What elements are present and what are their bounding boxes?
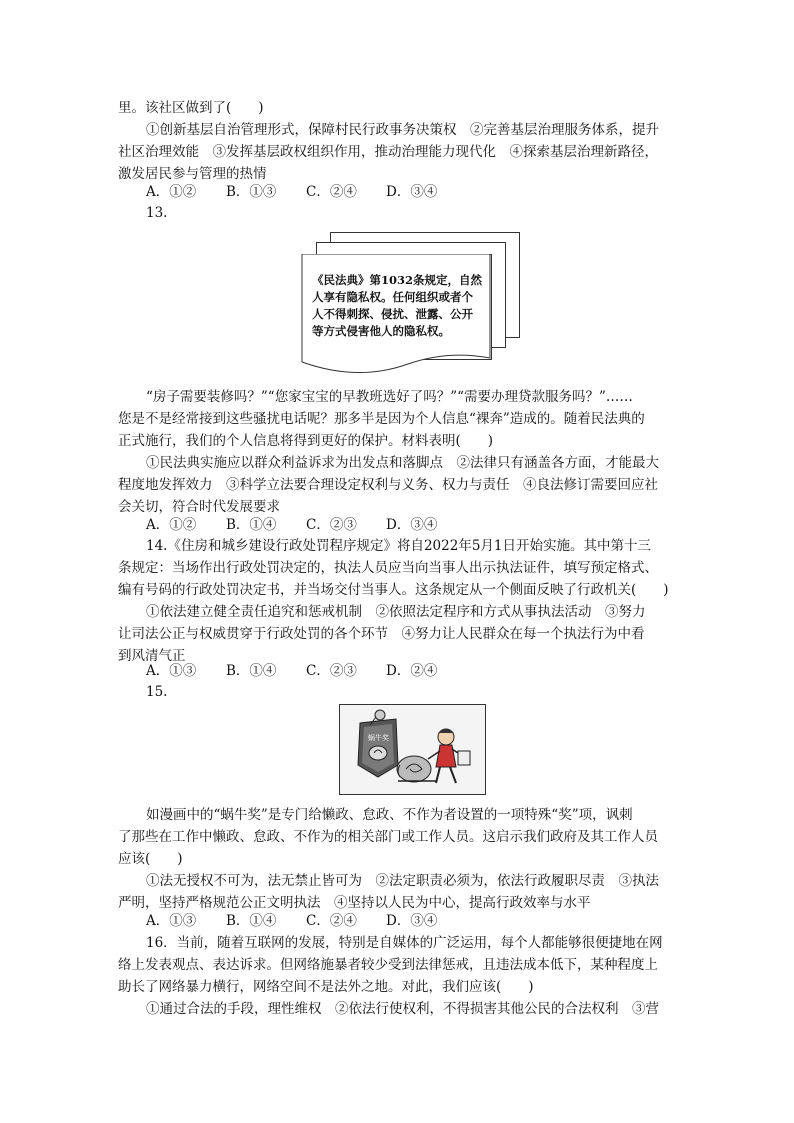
q13-stacked-paper-figure bbox=[298, 230, 522, 375]
q13-choice-b[interactable]: B．①④ bbox=[226, 517, 277, 533]
q13-legal-note bbox=[312, 272, 488, 340]
q16-stem-line2: 络上发表观点、表达诉求。但网络施暴者较少受到法律惩戒，且违法成本低下，某种程度上 bbox=[118, 957, 658, 973]
q12-choice-b[interactable]: B．①③ bbox=[226, 184, 277, 200]
q13-note-line: 人不得刺探、侵扰、泄露、公开 bbox=[312, 307, 473, 321]
q12-options-line2: 社区治理效能 ③发挥基层政权组织作用，推动治理能力现代化 ④探索基层治理新路径， bbox=[118, 144, 658, 160]
q16-stem-line1: 16．当前，随着互联网的发展，特别是自媒体的广泛运用，每个人都能够很便捷地在网 bbox=[146, 935, 663, 951]
q12-choice-a[interactable]: A．①② bbox=[146, 184, 197, 200]
q13-note-line: 《民法典》第1032条规定，自然 bbox=[312, 273, 483, 287]
q14-stem-line3: 编有号码的行政处罚决定书，并当场交付当事人。这条规定从一个侧面反映了行政机关( ) bbox=[118, 582, 669, 598]
q14-stem-line1: 14.《住房和城乡建设行政处罚程序规定》将自2022年5月1日开始实施。其中第十三 bbox=[146, 538, 652, 554]
q15-options-line2: 严明，坚持严格规范公正文明执法 ④坚持以人民为中心，提高行政效率与水平 bbox=[118, 895, 591, 911]
q12-choices bbox=[146, 181, 437, 203]
q13-stem-line2: 您是不是经常接到这些骚扰电话呢？那多半是因为个人信息“裸奔”造成的。随着民法典的 bbox=[118, 411, 645, 427]
q12-choice-c[interactable]: C．②④ bbox=[306, 184, 357, 200]
q15-snail-award-cartoon bbox=[339, 704, 486, 795]
q12-options-line3: 激发居民参与管理的热情 bbox=[118, 166, 267, 182]
q13-choice-c[interactable]: C．②③ bbox=[306, 517, 357, 533]
q16-stem-line3: 助长了网络暴力横行，网络空间不是法外之地。对此，我们应该( ) bbox=[118, 979, 534, 995]
q15-choice-a[interactable]: A．①③ bbox=[146, 913, 197, 929]
q14-choices bbox=[146, 660, 437, 682]
q14-choice-b[interactable]: B．①④ bbox=[226, 663, 277, 679]
q15-stem-line1: 如漫画中的“蜗牛奖”是专门给懒政、怠政、不作为者设置的一项特殊“奖”项，讽刺 bbox=[146, 807, 633, 823]
q13-choice-a[interactable]: A．①② bbox=[146, 517, 197, 533]
q14-choice-c[interactable]: C．②③ bbox=[306, 663, 357, 679]
q13-stem-line1: “房子需要装修吗？”“您家宝宝的早教班选好了吗？”“需要办理贷款服务吗？”…… bbox=[146, 389, 633, 405]
q15-number: 15. bbox=[146, 684, 168, 700]
q13-note-line: 等方式侵害他人的隐私权。 bbox=[312, 324, 450, 338]
q12-options-line1: ①创新基层自治管理形式，保障村民行政事务决策权 ②完善基层治理服务体系，提升 bbox=[146, 122, 659, 138]
q14-options-line3: 到风清气正 bbox=[118, 648, 186, 664]
snail-award-badge-text: 蜗牛奖 bbox=[368, 734, 389, 742]
q13-options-line1: ①民法典实施应以群众利益诉求为出发点和落脚点 ②法律只有涵盖各方面，才能最大 bbox=[146, 455, 659, 471]
q14-options-line2: 让司法公正与权威贯穿于行政处罚的各个环节 ④努力让人民群众在每一个执法行为中看 bbox=[118, 626, 645, 642]
q14-choice-a[interactable]: A．①③ bbox=[146, 663, 197, 679]
q15-options-line1: ①法无授权不可为，法无禁止皆可为 ②法定职责必须为，依法行政履职尽责 ③执法 bbox=[146, 873, 659, 889]
q16-options-line1: ①通过合法的手段，理性维权 ②依法行使权利，不得损害其他公民的合法权利 ③营 bbox=[146, 1001, 659, 1017]
q14-options-line1: ①依法建立健全责任追究和惩戒机制 ②依照法定程序和方式从事执法活动 ③努力 bbox=[146, 604, 646, 620]
q13-choices bbox=[146, 514, 437, 536]
q15-choice-d[interactable]: D．③④ bbox=[386, 913, 438, 929]
q12-stem-tail: 里。该社区做到了( ) bbox=[118, 100, 264, 116]
q14-choice-d[interactable]: D．②④ bbox=[386, 663, 438, 679]
cartoon-drawing bbox=[340, 705, 485, 794]
q14-stem-line2: 条规定：当场作出行政处罚决定的，执法人员应当向当事人出示执法证件，填写预定格式、 bbox=[118, 560, 658, 576]
q13-note-line: 人享有隐私权。任何组织或者个 bbox=[312, 290, 473, 304]
q15-choice-c[interactable]: C．②④ bbox=[306, 913, 357, 929]
q12-choice-d[interactable]: D．③④ bbox=[386, 184, 438, 200]
q15-stem-line3: 应该( ) bbox=[118, 851, 183, 867]
q15-choices bbox=[146, 910, 437, 932]
q15-stem-line2: 了那些在工作中懒政、怠政、不作为的相关部门或工作人员。这启示我们政府及其工作人员 bbox=[118, 829, 658, 845]
q13-stem-line3: 正式施行，我们的个人信息将得到更好的保护。材料表明( ) bbox=[118, 433, 494, 449]
q13-options-line2: 程度地发挥效力 ③科学立法要合理设定权利与义务、权力与责任 ④良法修订需要回应社 bbox=[118, 477, 658, 493]
q13-options-line3: 会关切，符合时代发展要求 bbox=[118, 499, 280, 515]
q15-choice-b[interactable]: B．①④ bbox=[226, 913, 277, 929]
q13-choice-d[interactable]: D．③④ bbox=[386, 517, 438, 533]
q13-number: 13. bbox=[146, 205, 168, 221]
